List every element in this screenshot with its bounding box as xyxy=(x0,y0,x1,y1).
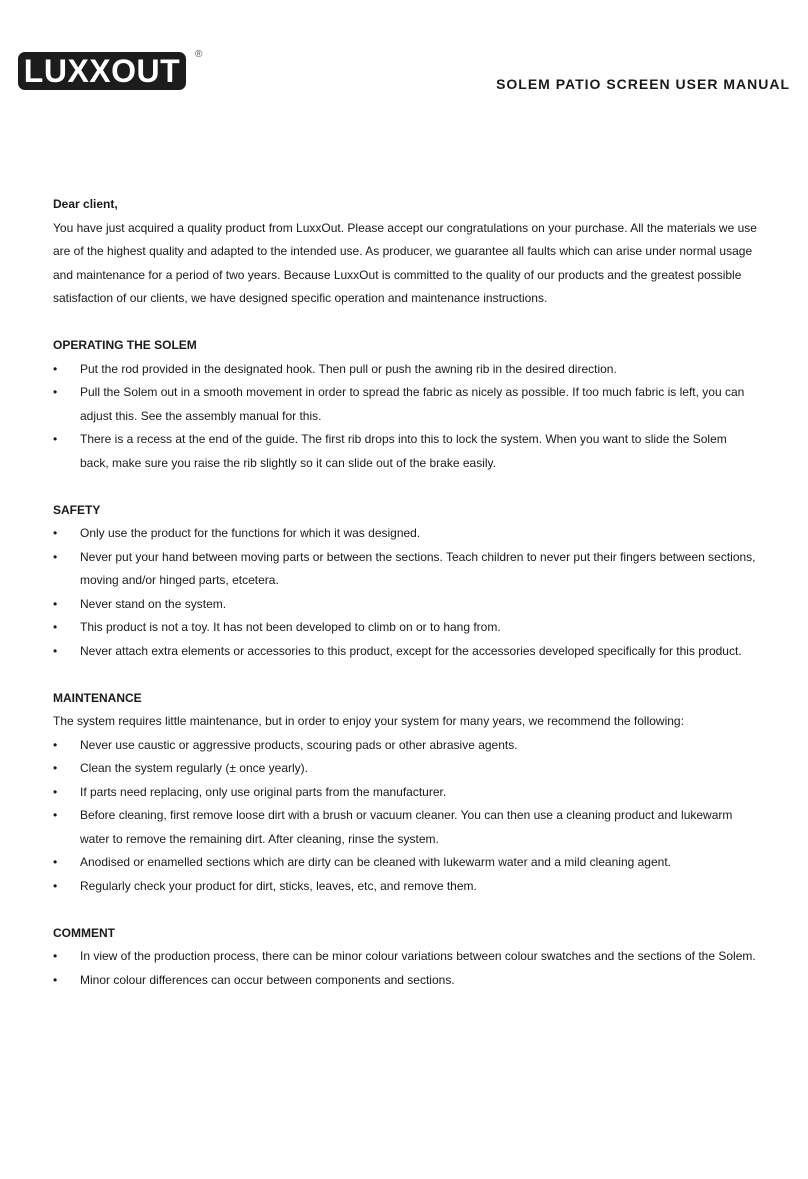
list-item-text: If parts need replacing, only use original parts from the manufacturer. xyxy=(80,784,447,799)
list-item xyxy=(53,945,758,969)
maintenance-list xyxy=(53,734,758,899)
list-item xyxy=(53,781,758,805)
bullet-marker: • xyxy=(53,878,58,893)
list-item-text: Regularly check your product for dirt, sticks, leaves, etc, and remove them. xyxy=(80,878,477,893)
bullet-marker: • xyxy=(53,432,58,446)
bullet-marker: • xyxy=(53,620,58,634)
bullet-marker: • xyxy=(53,737,58,752)
bullet-marker: • xyxy=(53,361,58,376)
comment-heading: COMMENT xyxy=(53,925,115,940)
bullet-marker: • xyxy=(53,808,58,822)
list-item xyxy=(53,358,758,382)
bullet-marker: • xyxy=(53,549,58,564)
comment-section xyxy=(53,922,758,993)
brand-logo-text: LUXXOUT xyxy=(23,53,181,89)
intro-section xyxy=(53,193,758,311)
list-item-text: Clean the system regularly (± once yearly). xyxy=(80,761,309,775)
bullet-marker: • xyxy=(53,761,58,775)
list-item-text: Anodised or enamelled sections which are dirty can be cleaned with lukewarm water and a mild cleaning agent. xyxy=(80,855,671,869)
list-item xyxy=(53,616,758,640)
list-item xyxy=(53,428,758,475)
list-item-text: Never stand on the system. xyxy=(80,596,227,611)
list-item xyxy=(53,804,758,851)
list-item xyxy=(53,640,758,664)
document-title: SOLEM PATIO SCREEN USER MANUAL xyxy=(496,76,790,92)
intro-paragraph: You have just acquired a quality product from LuxxOut. Please accept our congratulations on your purchase. All the materials we use are of the highest quality and adapted to the intended use. As producer, we guarantee all faults which can arise under normal usage and maintenance for a period of two years. Because LuxxOut is committed to the quality of our products and the greatest possible satisfaction of our clients, we have designed specific operation and maintenance instructions. xyxy=(53,220,757,305)
safety-section xyxy=(53,499,758,664)
bullet-marker: • xyxy=(53,949,58,963)
bullet-marker: • xyxy=(53,972,58,987)
list-item xyxy=(53,875,758,899)
operating-heading: OPERATING THE SOLEM xyxy=(53,338,197,352)
bullet-marker: • xyxy=(53,855,58,869)
list-item-text: There is a recess at the end of the guide. The first rib drops into this to lock the system. When you want to slide the Solem back, make sure you raise the rib slightly so it can slide out of the brake easily. xyxy=(80,432,727,470)
list-item-text: Pull the Solem out in a smooth movement in order to spread the fabric as nicely as possible. If too much fabric is left, you can adjust this. See the assembly manual for this. xyxy=(80,385,745,423)
operating-section xyxy=(53,334,758,475)
list-item-text: Only use the product for the functions for which it was designed. xyxy=(80,526,421,540)
maintenance-section xyxy=(53,687,758,899)
maintenance-heading: MAINTENANCE xyxy=(53,690,142,705)
list-item-text: Before cleaning, first remove loose dirt with a brush or vacuum cleaner. You can then use a cleaning product and lukewarm water to remove the remaining dirt. After cleaning, rinse the system. xyxy=(80,808,733,846)
maintenance-intro: The system requires little maintenance, but in order to enjoy your system for many years, we recommend the following: xyxy=(53,714,684,728)
comment-list xyxy=(53,945,758,992)
list-item-text: Minor colour differences can occur between components and sections. xyxy=(80,972,455,987)
safety-heading: SAFETY xyxy=(53,502,101,517)
operating-list xyxy=(53,358,758,476)
document-body xyxy=(53,193,758,992)
bullet-marker: • xyxy=(53,526,58,540)
list-item xyxy=(53,522,758,546)
safety-list xyxy=(53,522,758,663)
list-item xyxy=(53,381,758,428)
registered-trademark-mark: ® xyxy=(195,49,203,60)
list-item xyxy=(53,593,758,617)
brand-logo xyxy=(18,52,186,90)
list-item xyxy=(53,734,758,758)
list-item-text: Put the rod provided in the designated hook. Then pull or push the awning rib in the desired direction. xyxy=(80,361,617,376)
list-item-text: Never attach extra elements or accessories to this product, except for the accessories developed specifically for this product. xyxy=(80,643,742,658)
list-item-text: Never put your hand between moving parts or between the sections. Teach children to never put their fingers between sections, moving and/or hinged parts, etcetera. xyxy=(80,549,756,587)
list-item-text: In view of the production process, there can be minor colour variations between colour swatches and the sections of the Solem. xyxy=(80,949,756,963)
bullet-marker: • xyxy=(53,385,58,399)
list-item xyxy=(53,546,758,593)
list-item xyxy=(53,969,758,993)
bullet-marker: • xyxy=(53,643,58,658)
list-item xyxy=(53,757,758,781)
greeting: Dear client, xyxy=(53,197,118,211)
list-item xyxy=(53,851,758,875)
list-item-text: This product is not a toy. It has not been developed to climb on or to hang from. xyxy=(80,620,501,634)
bullet-marker: • xyxy=(53,596,58,611)
bullet-marker: • xyxy=(53,784,58,799)
list-item-text: Never use caustic or aggressive products, scouring pads or other abrasive agents. xyxy=(80,737,518,752)
